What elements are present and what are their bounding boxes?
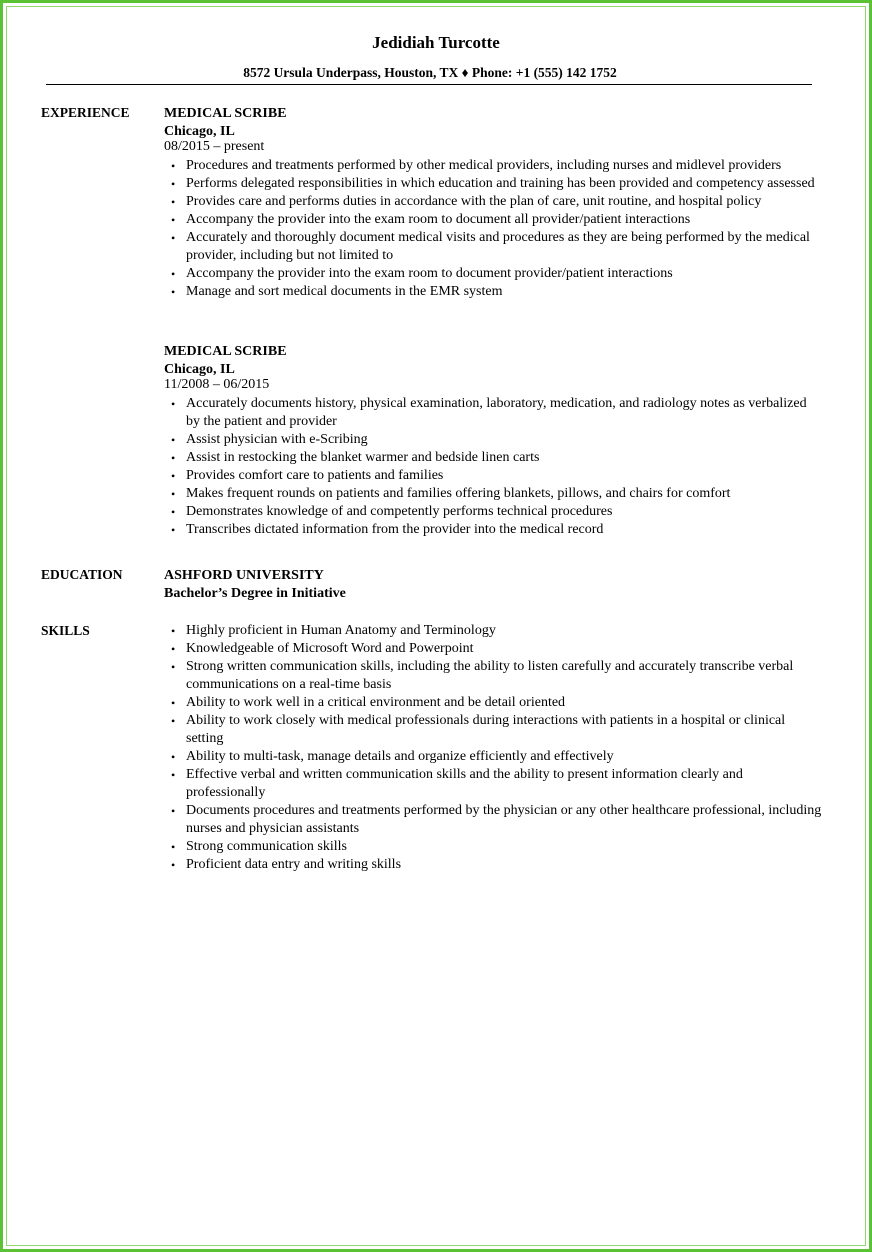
skills-block (164, 622, 824, 874)
education-item (164, 567, 824, 603)
list-item: • Demonstrates knowledge of and competently performs technical procedures (186, 503, 824, 521)
job-location: Chicago, IL (164, 124, 235, 139)
list-item: • Knowledgeable of Microsoft Word and Powerpoint (186, 640, 824, 658)
list-item: • Documents procedures and treatments performed by the physician or any other healthcare professional, including nurses and physician assistants (186, 802, 824, 838)
list-item: • Performs delegated responsibilities in which education and training has been provided and competency assessed (186, 175, 824, 193)
job-dates: 08/2015 – present (164, 139, 265, 154)
list-item: • Ability to work closely with medical professionals during interactions with patients in a hospital or clinical setting (186, 712, 824, 748)
list-item: • Accompany the provider into the exam room to document provider/patient interactions (186, 265, 824, 283)
list-item: • Ability to multi-task, manage details and organize efficiently and effectively (186, 748, 824, 766)
list-item: • Transcribes dictated information from the provider into the medical record (186, 521, 824, 539)
list-item: • Highly proficient in Human Anatomy and Terminology (186, 622, 824, 640)
contact-line: 8572 Ursula Underpass, Houston, TX ♦ Phone: +1 (555) 142 1752 (243, 65, 617, 80)
job-duties-list (164, 395, 824, 539)
list-item: • Accurately and thoroughly document medical visits and procedures as they are being performed by the medical provider, including but not limited to (186, 229, 824, 265)
list-item: • Assist in restocking the blanket warmer and bedside linen carts (186, 449, 824, 467)
list-item: • Assist physician with e-Scribing (186, 431, 824, 449)
candidate-name: Jedidiah Turcotte (372, 33, 500, 52)
list-item: • Provides care and performs duties in accordance with the plan of care, unit routine, and hospital policy (186, 193, 824, 211)
degree: Bachelor’s Degree in Initiative (164, 586, 346, 601)
job-location: Chicago, IL (164, 362, 235, 377)
list-item: • Accurately documents history, physical examination, laboratory, medication, and radiology notes as verbalized by the patient and provider (186, 395, 824, 431)
education-heading: EDUCATION (41, 567, 123, 582)
list-item: • Procedures and treatments performed by other medical providers, including nurses and midlevel providers (186, 157, 824, 175)
list-item: • Proficient data entry and writing skills (186, 856, 824, 874)
skills-list (164, 622, 824, 874)
experience-heading: EXPERIENCE (41, 105, 130, 120)
job-dates: 11/2008 – 06/2015 (164, 377, 270, 392)
job-duties-list (164, 157, 824, 301)
skills-heading: SKILLS (41, 623, 90, 638)
list-item: • Effective verbal and written communication skills and the ability to present information clearly and professionally (186, 766, 824, 802)
list-item: • Manage and sort medical documents in the EMR system (186, 283, 824, 301)
list-item: • Strong communication skills (186, 838, 824, 856)
experience-item-1 (164, 105, 824, 301)
experience-item-2 (164, 343, 824, 539)
job-title: MEDICAL SCRIBE (164, 106, 287, 121)
list-item: • Strong written communication skills, including the ability to listen carefully and accurately transcribe verbal communications on a real-time basis (186, 658, 824, 694)
list-item: • Makes frequent rounds on patients and families offering blankets, pillows, and chairs for comfort (186, 485, 824, 503)
school-name: ASHFORD UNIVERSITY (164, 568, 324, 583)
job-title: MEDICAL SCRIBE (164, 344, 287, 359)
list-item: • Ability to work well in a critical environment and be detail oriented (186, 694, 824, 712)
header-divider (46, 84, 812, 85)
list-item: • Accompany the provider into the exam room to document all provider/patient interactions (186, 211, 824, 229)
list-item: • Provides comfort care to patients and families (186, 467, 824, 485)
